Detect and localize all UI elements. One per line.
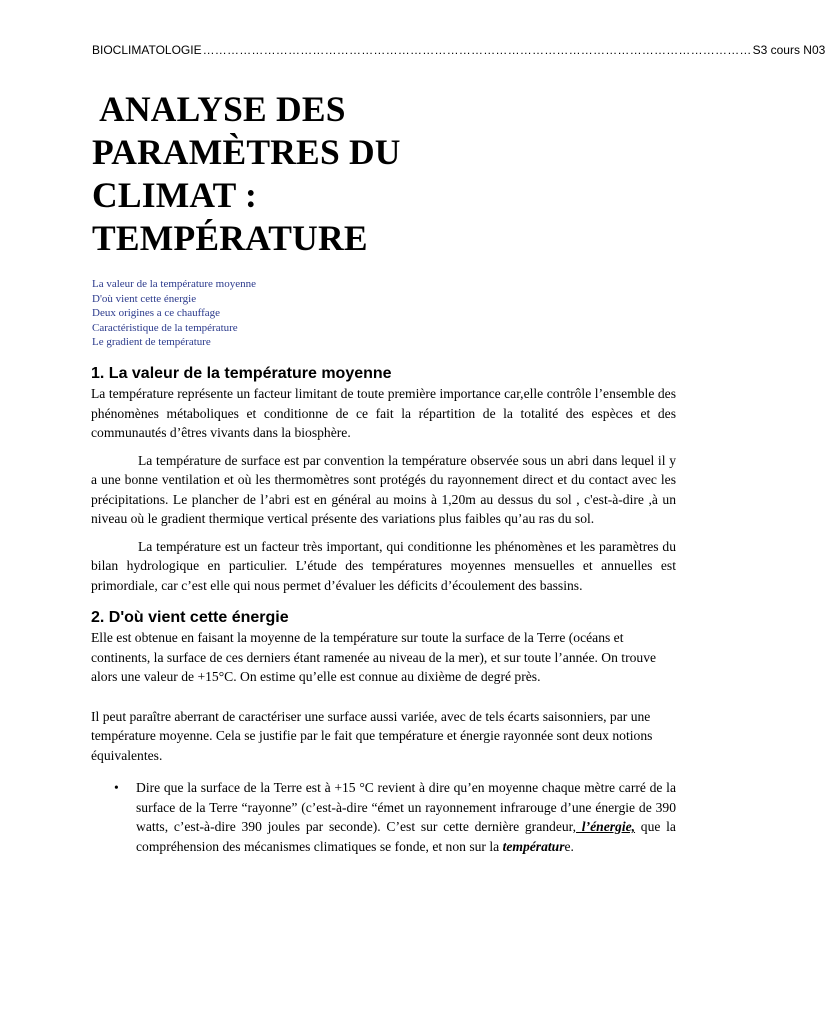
title-line-1: ANALYSE DES <box>92 89 346 129</box>
course-number: S3 cours N03 <box>752 43 825 57</box>
section-2-paragraph-1: Elle est obtenue en faisant la moyenne de la température sur toute la surface de la Terre (océans et continents, la surface de ces derniers étant ramenée au niveau de la mer), et sur toute l’année. On trouve alors une valeur de +15°C. On estime qu’elle est connue au dixième de degré près. <box>91 630 657 684</box>
emphasis-temperature: températur <box>502 838 565 854</box>
header-dot-leader: ……………………………………………………………………………………………………………………… <box>202 43 752 57</box>
section-2-heading: 2. D'où vient cette énergie <box>91 609 289 626</box>
table-of-contents <box>92 277 256 350</box>
section-2-paragraph-2: Il peut paraître aberrant de caractériser une surface aussi variée, avec de tels écarts saisonniers, par une température moyenne. Cela se justifie par le fait que température et énergie rayonnée sont deux notions équivalentes. <box>91 708 653 763</box>
toc-link[interactable]: Caractéristique de la température <box>92 321 238 334</box>
bullet-list <box>91 778 676 856</box>
bullet-item <box>136 778 676 856</box>
bullet-text-part-a: Dire que la surface de la Terre est à +15 °C revient à dire qu’en moyenne chaque mètre carré de la surface de la Terre “rayonne” (c’est-à-dire “émet un rayonnement infrarouge d’une énergie de 390 watts, c’est-à-dire 390 joules par seconde). C’est sur cette dernière grandeur, <box>136 780 676 834</box>
title-line-4: TEMPÉRATURE <box>92 218 368 258</box>
title-line-3: CLIMAT : <box>92 175 257 215</box>
emphasis-energie: l’énergie, <box>576 819 636 834</box>
section-1-heading: 1. La valeur de la température moyenne <box>91 365 392 382</box>
toc-link[interactable]: D'où vient cette énergie <box>92 292 197 305</box>
title-line-2: PARAMÈTRES DU <box>92 132 401 172</box>
page-title <box>92 88 512 260</box>
toc-link[interactable]: Deux origines a ce chauffage <box>92 307 221 320</box>
toc-link[interactable]: La valeur de la température moyenne <box>92 278 257 290</box>
section-1-paragraph-1: La température représente un facteur limitant de toute première importance car,elle contrôle l’ensemble des phénomènes métaboliques et conditionne de ce fait la répartition de la totalité des espèces et des communautés d’êtres vivants dans la biosphère. <box>91 386 676 440</box>
section-1-paragraph-3: La température est un facteur très important, qui conditionne les phénomènes et les paramètres du bilan hydrologique en particulier. L’étude des températures moyennes mensuelles et annuelles est primordiale, car c’est elle qui nous permet d’évaluer les déficits d’écoulement des bassins. <box>91 538 676 593</box>
document-body <box>91 364 676 856</box>
page-header <box>92 43 825 57</box>
course-name: BIOCLIMATOLOGIE <box>92 43 202 57</box>
bullet-text-part-b: que la compréhension des mécanismes climatiques se fonde, et non sur la <box>136 819 676 854</box>
section-1-paragraph-2: La température de surface est par convention la température observée sous un abri dans lequel il y a une bonne ventilation et où les thermomètres sont protégés du rayonnement direct et du contact avec les précipitations. Le plancher de l’abri est en général au moins à 1,20m au dessus du sol , c'est-à-dire ,à un niveau où le gradient thermique vertical présente des variations plus faibles qu’au ras du sol. <box>91 452 676 526</box>
bullet-text-part-c: e. <box>564 838 574 854</box>
toc-link[interactable]: Le gradient de température <box>92 336 211 349</box>
